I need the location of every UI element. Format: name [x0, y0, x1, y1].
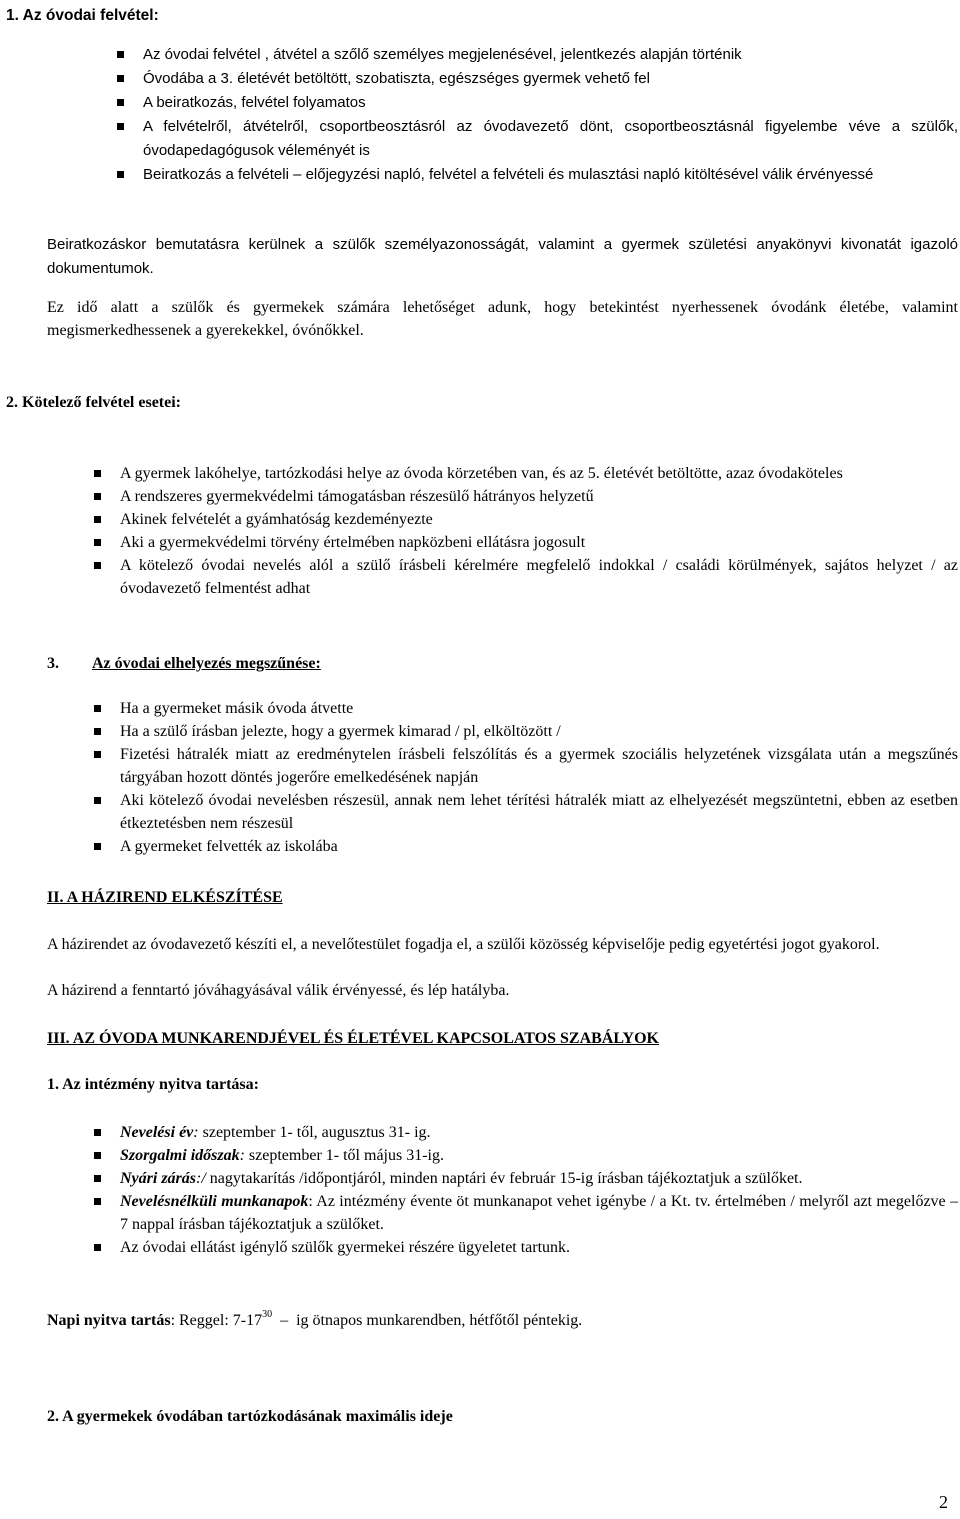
list-item: Szorgalmi időszak: szeptember 1- től május 31-ig. — [120, 1144, 958, 1167]
list-item: Ha a gyermeket másik óvoda átvette — [120, 697, 958, 720]
list-item: A gyermeket felvették az iskolába — [120, 835, 958, 858]
section-2-bullet-list — [120, 462, 958, 600]
heading-hazirend: II. A HÁZIREND ELKÉSZÍTÉSE — [47, 889, 283, 906]
hazirend-paragraph-2: A házirend a fenntartó jóváhagyásával válik érvényessé, és lép hatályba. — [47, 982, 510, 999]
bullet-icon — [94, 1129, 101, 1136]
section-1-bullet-list — [143, 43, 958, 187]
heading-munkarend: III. AZ ÓVODA MUNKARENDJÉVEL ÉS ÉLETÉVEL KAPCSOLATOS SZABÁLYOK — [47, 1030, 659, 1047]
list-item: A rendszeres gyermekvédelmi támogatásban részesülő hátrányos helyzetű — [120, 485, 958, 508]
bullet-icon — [94, 1198, 101, 1205]
list-item: A felvételről, átvételről, csoportbeosztásról az óvodavezető dönt, csoportbeosztásnál figyelembe véve a szülők, óvodapedagógusok véleményét is — [143, 115, 958, 163]
list-item: A beiratkozás, felvétel folyamatos — [143, 91, 958, 115]
bullet-icon — [94, 751, 101, 758]
list-item: Óvodába a 3. életévét betöltött, szobatiszta, egészséges gyermek vehető fel — [143, 67, 958, 91]
section-1-paragraph-2: Ez idő alatt a szülők és gyermekek számára lehetőséget adunk, hogy betekintést nyerhessenek óvodánk életébe, valamint megismerkedhessenek a gyerekekkel, óvónőkkel. — [47, 299, 958, 339]
list-item: Nevelési év: szeptember 1- től, augusztus 31- ig. — [120, 1121, 958, 1144]
section-3-title: 3. Az óvodai elhelyezés megszűnése: — [47, 655, 321, 672]
subheading-max-ido: 2. A gyermekek óvodában tartózkodásának maximális ideje — [47, 1408, 453, 1425]
hazirend-paragraph-1: A házirendet az óvodavezető készíti el, a nevelőtestület fogadja el, a szülői közösség képviselője pedig egyetértési jogot gyakorol. — [47, 936, 880, 953]
list-item: A kötelező óvodai nevelés alól a szülő írásbeli kérelmére megfelelő indokkal / családi körülmények, sajátos helyzet / az óvodavezető felmentést adhat — [120, 554, 958, 600]
bullet-icon — [117, 99, 124, 106]
subheading-nyitva-tartas: 1. Az intézmény nyitva tartása: — [47, 1076, 259, 1093]
bullet-icon — [94, 797, 101, 804]
list-item: Az óvodai ellátást igénylő szülők gyermekei részére ügyeletet tartunk. — [120, 1236, 958, 1259]
bullet-icon — [94, 705, 101, 712]
list-item: Nyári zárás:/ nagytakarítás /időpontjáról, minden naptári év február 15-ig írásban tájékoztatjuk a szülőket. — [120, 1167, 958, 1190]
section-1-title: 1. Az óvodai felvétel: — [6, 7, 159, 24]
bullet-icon — [94, 493, 101, 500]
list-item: Fizetési hátralék miatt az eredménytelen írásbeli felszólítás és a gyermek szociális helyzetének vizsgálata után a megszűnés tárgyában hozott döntés jogerőre emelkedésének napján — [120, 743, 958, 789]
list-item: Aki a gyermekvédelmi törvény értelmében napközbeni ellátásra jogosult — [120, 531, 958, 554]
bullet-icon — [94, 1152, 101, 1159]
section-3-bullet-list — [120, 697, 958, 858]
bullet-icon — [94, 1175, 101, 1182]
list-item: Akinek felvételét a gyámhatóság kezdeményezte — [120, 508, 958, 531]
bullet-icon — [117, 75, 124, 82]
bullet-icon — [117, 51, 124, 58]
bullet-icon — [94, 843, 101, 850]
list-item: Beiratkozás a felvételi – előjegyzési napló, felvétel a felvételi és mulasztási napló kitöltésével válik érvényessé — [143, 163, 958, 187]
bullet-icon — [94, 562, 101, 569]
list-item: Aki kötelező óvodai nevelésben részesül, annak nem lehet térítési hátralék miatt az elhelyezését megszüntetni, ebben az esetben étkeztetésben nem részesül — [120, 789, 958, 835]
bullet-icon — [94, 470, 101, 477]
bullet-icon — [94, 516, 101, 523]
bullet-icon — [117, 123, 124, 130]
bullet-icon — [117, 171, 124, 178]
nyitva-tartas-list — [120, 1121, 958, 1259]
napi-nyitva-tartas: Napi nyitva tartás: Reggel: $7-17^{30}$ – ig ötnapos munkarendben, hétfőtől péntekig. — [47, 1309, 583, 1329]
list-item: Ha a szülő írásban jelezte, hogy a gyermek kimarad / pl, elköltözött / — [120, 720, 958, 743]
bullet-icon — [94, 728, 101, 735]
list-item: Az óvodai felvétel , átvétel a szőlő személyes megjelenésével, jelentkezés alapján történik — [143, 43, 958, 67]
list-item: Nevelésnélküli munkanapok: Az intézmény évente öt munkanapot vehet igénybe / a Kt. tv. értelmében / melyről azt megelőzve – 7 nappal írásban tájékoztatjuk a szülőket. — [120, 1190, 958, 1236]
page-number: 2 — [939, 1492, 948, 1512]
bullet-icon — [94, 539, 101, 546]
bullet-icon — [94, 1244, 101, 1251]
list-item: A gyermek lakóhelye, tartózkodási helye az óvoda körzetében van, és az 5. életévét betöltötte, azaz óvodaköteles — [120, 462, 958, 485]
section-1-paragraph-1: Beiratkozáskor bemutatásra kerülnek a szülők személyazonosságát, valamint a gyermek születési anyakönyvi kivonatát igazoló dokumentumok. — [47, 236, 958, 277]
section-2-title: 2. Kötelező felvétel esetei: — [6, 394, 182, 411]
